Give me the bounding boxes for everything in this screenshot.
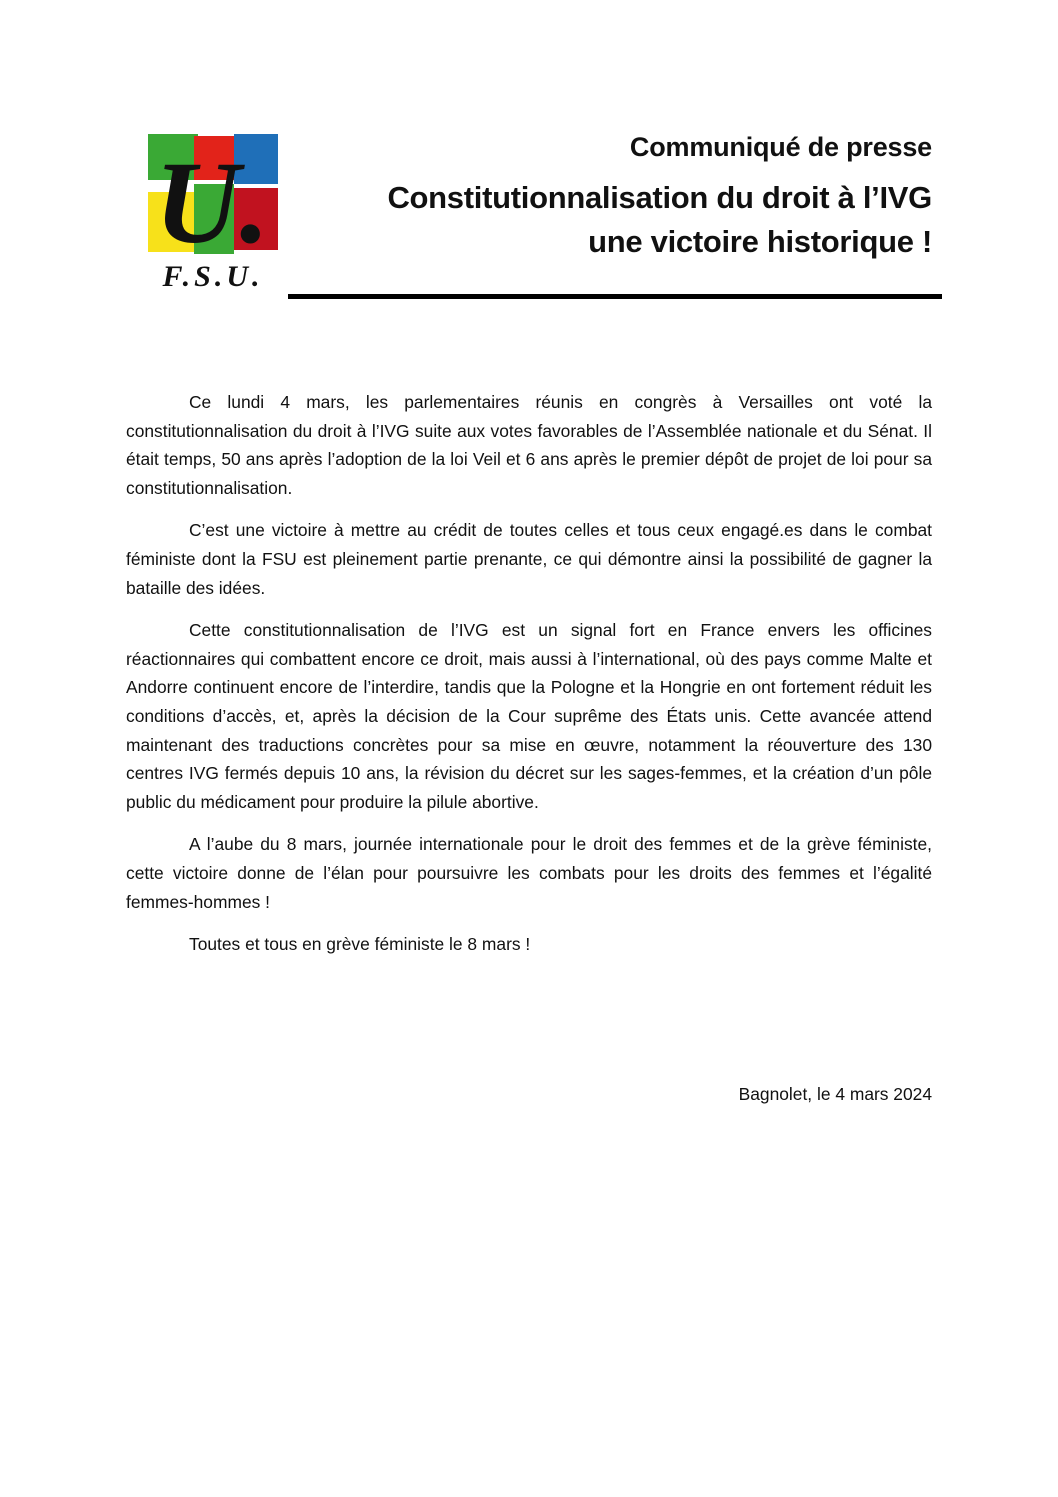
body-paragraph: C’est une victoire à mettre au crédit de toutes celles et tous ceux engagé.es dans le combat féministe dont la FSU est pleinement partie prenante, ce qui démontre ainsi la possibilité de gagner la bataille des idées. [126, 520, 932, 598]
place-and-date: Bagnolet, le 4 mars 2024 [738, 1084, 932, 1104]
press-release-body [126, 388, 932, 973]
document-title-line-1: Constitutionnalisation du droit à l’IVG [387, 180, 932, 215]
body-paragraph: Ce lundi 4 mars, les parlementaires réunis en congrès à Versailles ont voté la constitutionnalisation du droit à l’IVG suite aux votes favorables de l’Assemblée nationale et du Sénat. Il était temps, 50 ans après l’adoption de la loi Veil et 6 ans après le premier dépôt de projet de loi pour sa constitutionnalisation. [126, 392, 932, 498]
body-paragraph: A l’aube du 8 mars, journée internationale pour le droit des femmes et de la grève féministe, cette victoire donne de l’élan pour poursuivre les combats pour les droits des femmes et l’égalité femmes-hommes ! [126, 834, 932, 912]
logo-caption: F.S.U. [162, 260, 264, 292]
header [312, 128, 932, 264]
logo-letter: U. [154, 137, 270, 268]
body-paragraph: Cette constitutionnalisation de l’IVG est un signal fort en France envers les officines réactionnaires qui combattent encore ce droit, mais aussi à l’international, où des pays comme Malte et Andorre continuent encore de l’interdire, tandis que la Pologne et la Hongrie en ont fortement réduit les conditions d’accès, et, après la décision de la Cour suprême des États unis. Cette avancée attend maintenant des traductions concrètes pour sa mise en œuvre, notamment la réouverture des 130 centres IVG fermés depuis 10 ans, la révision du décret sur les sages-femmes, et la création d’un pôle public du médicament pour produire la pilule abortive. [126, 620, 932, 812]
document-title-line-2: une victoire historique ! [588, 224, 932, 259]
fsu-logo [138, 132, 288, 292]
title-underline-rule [288, 294, 942, 299]
body-paragraph: Toutes et tous en grève féministe le 8 mars ! [189, 934, 531, 955]
document-type: Communiqué de presse [629, 132, 932, 162]
